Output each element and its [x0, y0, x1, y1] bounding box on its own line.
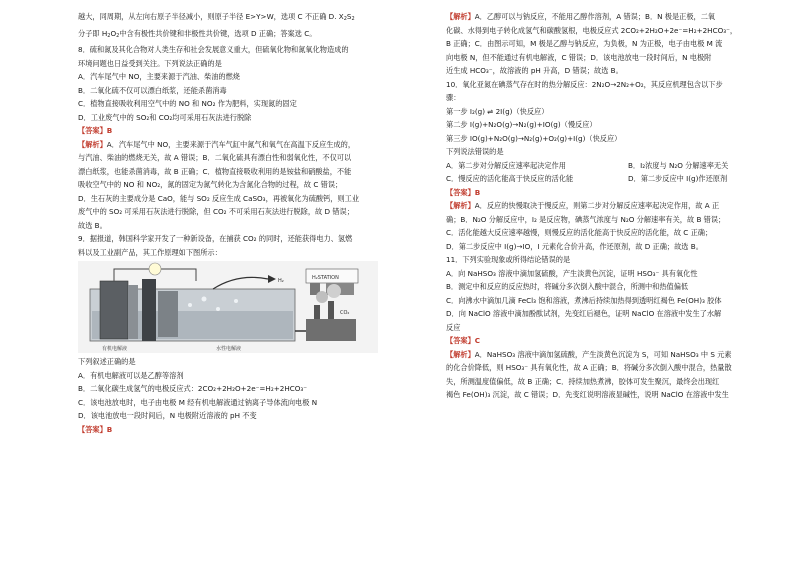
q11-answer: 【答案】C	[446, 336, 481, 345]
q8-explanation-4: 吸收空气中的 NO 和 NO₂，氮的固定为氮气转化为含氮化合物的过程，故 C 错误；	[78, 180, 343, 189]
q10-options-row-2	[446, 172, 778, 186]
q8-option-d: D．工业废气中的 SO₂和 CO₂均可采用石灰法进行脱除	[78, 112, 252, 122]
q9-explanation: 【解析】A．乙醇可以与钠反应，不能用乙醇作溶剂，A 错误；B．N 极是正极，二氧	[446, 12, 716, 21]
q8-explanation-5: D．生石灰的主要成分是 CaO，能与 SO₂ 反应生成 CaSO₃，再被氧化为硫酸钙，则工业	[78, 193, 360, 203]
q10-explanation-tag: 【解析】	[446, 201, 475, 210]
q11-option-b: B．测定中和反应的反应热时，将碱分多次倒入酸中混合，所测中和热值偏低	[446, 282, 689, 291]
label-organic-electrolyte: 有机电解液	[102, 346, 128, 352]
continuation-text-2: 分子即 $H_2O_2$中含有极性共价键和非极性共价键，选项 D 正确；答案选 C。	[78, 28, 317, 39]
q11-explanation-3: 失，所测温度值偏低，故 B 正确；C．持续加热煮沸，胶体可发生聚沉，最终会出现红	[446, 376, 720, 386]
q8-stem: 8．硫和氮及其化合物对人类生存和社会发展意义重大，但硫氧化物和氮氧化物造成的	[78, 45, 349, 54]
label-h2-station: H₂STATION	[312, 275, 339, 281]
q10-question: 下列说法错误的是	[446, 147, 504, 156]
q9-option-a: A．有机电解液可以是乙醇等溶剂	[78, 370, 184, 380]
q8-option-c: C．植物直接吸收利用空气中的 NO 和 NO₂ 作为肥料，实现氮的固定	[78, 99, 297, 108]
q11-option-c: C．向沸水中滴加几滴 FeCl₃ 饱和溶液，煮沸后持续加热得到透明红褐色 Fe(OH)₃ 胶体	[446, 295, 722, 305]
label-h2: H₂	[278, 278, 284, 284]
q8-explanation-7: 故选 B。	[78, 220, 107, 230]
q9-stem: 9．据报道，韩国科学家开发了一种新设备，在捕获 CO₂ 的同时，还能获得电力、氢燃	[78, 234, 353, 243]
q8-explanation-2: 与汽油、柴油的燃烧无关，故 A 错误；B．二氧化硫具有漂白性和弱氧化性，不仅可以	[78, 153, 352, 162]
right-column	[446, 10, 778, 402]
q10-step-1: 第一步 I₂(g) ⇌ 2I(g)（快反应）	[446, 106, 549, 116]
q10-option-a: A．第二步对分解反应速率起决定作用	[446, 160, 566, 170]
q10-explanation-3: C．活化能越大反应速率越慢，则慢反应的活化能高于快反应的活化能，故 C 正确；	[446, 228, 713, 237]
q9-option-c: C．该电池放电时，电子由电极 M 经有机电解液通过钠离子导体流向电极 N	[78, 397, 318, 407]
q8-stem-cont: 环境问题也日益受到关注。下列说法正确的是	[78, 58, 222, 68]
q9-explanation-4: 向电极 N，但不能通过有机电解液，C 错误；D．该电池放电一段时间后，N 电极附	[446, 52, 712, 62]
q9-stem-cont: 料以及工业副产品，其工作原理如下图所示：	[78, 247, 222, 257]
q11-explanation-4: 褐色 Fe(OH)₃ 沉淀，故 C 错误；D．先变红说明溶液显碱性，说明 NaClO 在溶液中发生	[446, 390, 729, 399]
q8-option-b: B．二氧化硫不仅可以漂白纸浆，还能杀菌消毒	[78, 85, 227, 95]
q9-question: 下列叙述正确的是	[78, 357, 136, 366]
q11-explanation: 【解析】A．NaHSO₃ 溶液中滴加氢硫酸，产生淡黄色沉淀为 S，可知 NaHSO₃ 中 S 元素	[446, 349, 732, 359]
q9-explanation-tag: 【解析】	[446, 12, 475, 21]
q9-device-diagram	[78, 261, 378, 353]
q10-step-3: 第三步 IO(g)+N₂O(g)→N₂(g)+O₂(g)+I(g)（快反应）	[446, 133, 622, 143]
q8-explanation: 【解析】A．汽车尾气中 NO，主要来源于汽车气缸中氮气和氧气在高温下反应生成的，	[78, 139, 356, 149]
q9-answer: 【答案】B	[78, 424, 113, 434]
q10-stem: 10．氧化亚氮在碘蒸气存在时的热分解反应：2N₂O→2N₂+O₂，其反应机理包含以下步	[446, 79, 723, 89]
q10-explanation-4: D．第二步反应中 I(g)→IO，I 元素化合价升高，作还原剂，故 D 正确；故选 B。	[446, 241, 703, 251]
q10-option-c: C．慢反应的活化能高于快反应的活化能	[446, 174, 574, 183]
q8-answer: 【答案】B	[78, 126, 113, 135]
q11-explanation-2: 的化合价降低，则 HSO₃⁻ 具有氧化性，故 A 正确；B．将碱分多次倒入酸中混合，热量散	[446, 363, 732, 372]
continuation-text-1: 越大，同周期，从左向右原子半径减小，则原子半径 E>Y>W，选项 C 不正确 D. $X_2S_2$	[78, 12, 355, 22]
q11-option-d: D．向 NaClO 溶液中滴加酚酞试剂，先变红后褪色，证明 NaClO 在溶液中发生了水解	[446, 309, 722, 318]
q8-option-a: A．汽车尾气中 NO，主要来源于汽油、柴油的燃烧	[78, 72, 240, 81]
left-column	[78, 10, 408, 436]
q10-step-2: 第二步 I(g)+N₂O(g)→N₂(g)+IO(g)（慢反应）	[446, 120, 597, 129]
q11-explanation-tag: 【解析】	[446, 349, 475, 359]
q11-option-d-cont: 反应	[446, 322, 461, 332]
q10-option-b: B．I₂浓度与 N₂O 分解速率无关	[628, 160, 729, 170]
q10-stem-cont: 骤：	[446, 93, 461, 102]
label-aqueous-electrolyte: 水性电解液	[216, 346, 242, 352]
q8-explanation-tag: 【解析】	[78, 139, 107, 149]
label-co2: CO₂	[340, 310, 350, 316]
q10-option-d: D．第二步反应中 I(g)作还原剂	[628, 174, 728, 183]
q9-explanation-5: 近生成 HCO₃⁻，故溶液的 pH 升高，D 错误；故选 B。	[446, 66, 623, 75]
q10-explanation: 【解析】A．反应的快慢取决于慢反应，则第二步对分解反应速率起决定作用，故 A 正	[446, 201, 720, 210]
q11-stem: 11．下列实验现象或所得结论错误的是	[446, 255, 571, 264]
q9-explanation-3: B 正确；C．由图示可知，M 极是乙醇与钠反应，为负极，N 为正极，电子由电极 M 流	[446, 39, 723, 48]
q9-option-b: B．二氧化碳生成氢气的电极反应式：2CO₂+2H₂O+2e⁻=H₂+2HCO₃⁻	[78, 384, 308, 393]
q9-option-d: D．该电池放电一段时间后，N 电极附近溶液的 pH 不变	[78, 411, 257, 420]
q10-options-row-1	[446, 159, 778, 173]
q8-explanation-3: 漂白纸浆，也能杀菌消毒，故 B 正确；C．植物直接吸收利用的是铵盐和硝酸盐，不能	[78, 166, 352, 176]
q10-explanation-2: 确；B．N₂O 分解反应中，I₂ 是反应物，碘蒸气浓度与 N₂O 分解速率有关，故 B 错误；	[446, 214, 726, 224]
q9-explanation-2: 化碳、水得到电子转化成氢气和碳酸氢根，电极反应式 2CO₂+2H₂O+2e⁻=H₂+2HCO₃⁻，	[446, 25, 738, 35]
q10-answer: 【答案】B	[446, 187, 481, 197]
q11-option-a: A．向 NaHSO₃ 溶液中滴加氢硫酸，产生淡黄色沉淀，证明 HSO₃⁻ 具有氧化性	[446, 268, 698, 278]
q8-explanation-6: 废气中的 SO₂ 可采用石灰法进行脱除，但 CO₂ 不可采用石灰法进行脱除，故 D 错误；	[78, 207, 354, 216]
